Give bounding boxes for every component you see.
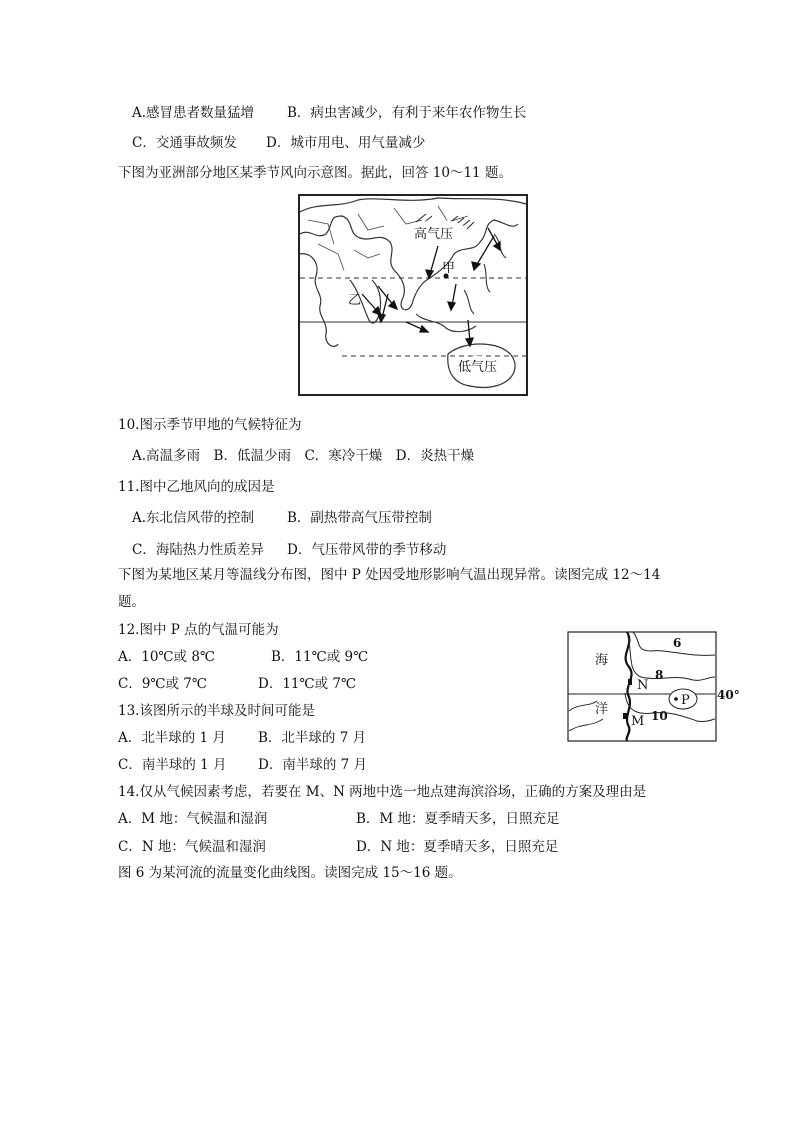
q12-option-d: D．11℃或 7℃: [258, 676, 357, 692]
q13-option-a: A．北半球的 1 月: [118, 730, 226, 746]
q11-option-d: D．气压带风带的季节移动: [287, 542, 447, 558]
label-low-pressure: 低气压: [458, 360, 498, 375]
intro-questions-10-11: 下图为亚洲部分地区某季节风向示意图。据此，回答 10～11 题。: [118, 165, 512, 181]
q13-option-b: B．北半球的 7 月: [258, 730, 367, 746]
q9-option-a: A.感冒患者数量猛增: [132, 105, 255, 121]
q13-option-c: C．南半球的 1 月: [118, 757, 227, 773]
label-m: M: [631, 714, 645, 729]
point-p-dot: [674, 697, 678, 701]
q11-option-b: B．副热带高气压带控制: [287, 510, 432, 526]
q13-option-d: D．南半球的 7 月: [258, 757, 367, 773]
label-high-pressure: 高气压: [414, 227, 454, 242]
asia-wind-map: [298, 194, 528, 396]
iso-value-6: 6: [673, 636, 682, 650]
q14-option-c: C．N 地：气候温和湿润: [118, 839, 266, 855]
q10-options: A.高温多雨 B．低温少雨 C．寒冷干燥 D．炎热干燥: [132, 448, 475, 464]
q13-stem: 13.该图所示的半球及时间可能是: [118, 703, 315, 719]
intro-questions-15-16: 图 6 为某河流的流量变化曲线图。读图完成 15～16 题。: [118, 865, 462, 881]
q9-option-c: C．交通事故频发: [132, 135, 237, 151]
q12-option-c: C．9℃或 7℃: [118, 676, 208, 692]
q11-option-a: A.东北信风带的控制: [132, 510, 255, 526]
intro-questions-12-14-line1: 下图为某地区某月等温线分布图，图中 P 处因受地形影响气温出现异常。读图完成 12～14: [118, 567, 661, 583]
q9-option-b: B．病虫害减少，有利于来年农作物生长: [287, 105, 527, 121]
q12-option-a: A．10℃或 8℃: [118, 649, 216, 665]
label-n: N: [637, 678, 649, 693]
label-ocean: 洋: [595, 702, 609, 717]
q10-stem: 10.图示季节甲地的气候特征为: [118, 417, 302, 433]
isotherm-map: [567, 631, 747, 743]
point-m-marker: [623, 713, 627, 719]
intro-questions-12-14-line2: 题。: [118, 594, 145, 610]
q9-option-d: D．城市用电、用气量减少: [266, 135, 426, 151]
q11-option-c: C．海陆热力性质差异: [132, 542, 264, 558]
label-sea: 海: [595, 653, 609, 668]
q12-option-b: B．11℃或 9℃: [271, 649, 369, 665]
q14-option-a: A．M 地：气候温和湿润: [118, 811, 268, 827]
q11-stem: 11.图中乙地风向的成因是: [118, 479, 275, 495]
latitude-label: 40°: [717, 688, 740, 702]
q14-option-d: D．N 地：夏季晴天多，日照充足: [356, 839, 559, 855]
q14-option-b: B．M 地：夏季晴天多，日照充足: [356, 811, 560, 827]
point-n-marker: [628, 679, 632, 685]
label-yi: 乙: [348, 293, 362, 308]
label-p: P: [681, 693, 690, 708]
q12-stem: 12.图中 P 点的气温可能为: [118, 622, 279, 638]
iso-value-8: 8: [655, 668, 664, 682]
q14-stem: 14.仅从气候因素考虑，若要在 M、N 两地中选一地点建海滨浴场，正确的方案及理由是: [118, 784, 647, 800]
iso-value-10: 10: [651, 709, 668, 723]
label-jia: 甲: [442, 261, 456, 276]
